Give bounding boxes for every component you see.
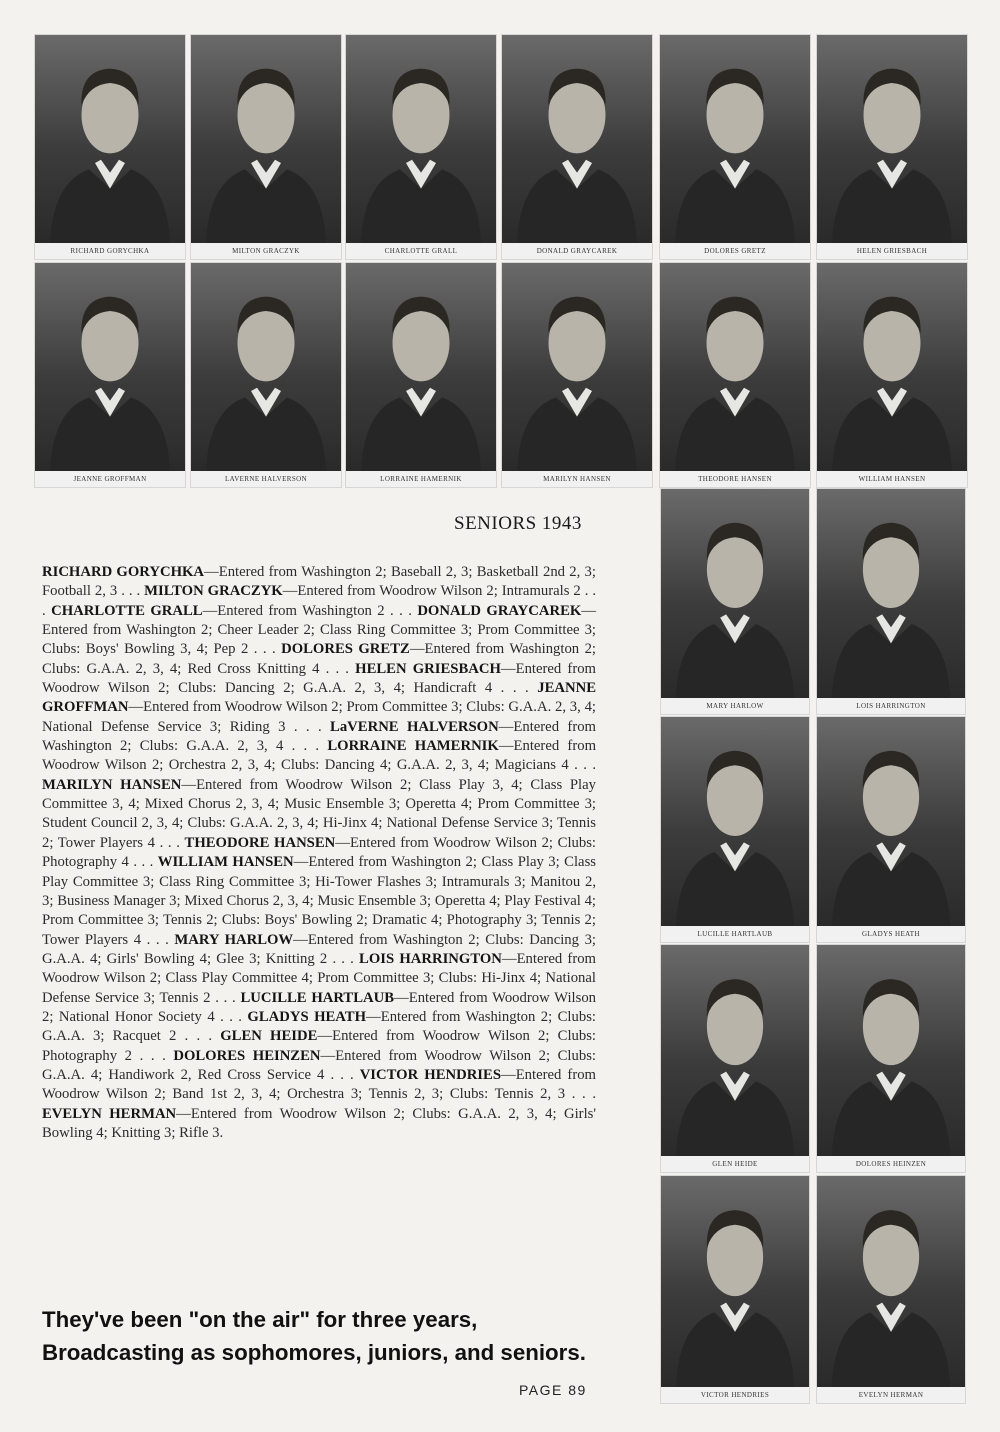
senior-activities: —Entered from Woodrow Wilson 2; Clubs: Dancing 2; G.A.A. 2, 3, 4; Handicraft 4 . . . — [42, 660, 596, 697]
tagline-line-1: They've been "on the air" for three years, — [42, 1307, 478, 1332]
portrait-caption: DONALD GRAYCAREK — [502, 243, 652, 259]
portrait-photo — [817, 945, 965, 1156]
portrait-mary-harlow — [660, 488, 810, 715]
senior-name: WILLIAM HANSEN — [157, 854, 294, 871]
senior-name: LOIS HARRINGTON — [359, 950, 502, 967]
senior-name: GLEN HEIDE — [220, 1028, 318, 1045]
senior-name: RICHARD GORYCHKA — [42, 564, 205, 580]
portrait-gladys-heath — [816, 716, 966, 943]
page-number: PAGE 89 — [519, 1382, 587, 1398]
portrait-photo — [35, 35, 185, 243]
portrait-lois-harrington — [816, 488, 966, 715]
senior-activities: —Entered from Washington 2; Clubs: G.A.A. 3; Racquet 2 . . . — [42, 1008, 596, 1045]
senior-bio-text — [42, 563, 596, 1143]
portrait-photo — [191, 35, 341, 243]
portrait-caption: GLEN HEIDE — [661, 1156, 809, 1172]
portrait-caption: LAVERNE HALVERSON — [191, 471, 341, 487]
portrait-jeanne-groffman — [34, 262, 186, 488]
portrait-photo — [660, 35, 810, 243]
portrait-photo — [817, 263, 967, 471]
senior-activities: —Entered from Woodrow Wilson 2; Band 1st 2, 3, 4; Orchestra 3; Tennis 2, 3; Clubs: Tennis 2, 3 . . . — [42, 1066, 596, 1103]
portrait-dolores-gretz — [659, 34, 811, 260]
senior-activities: —Entered from Woodrow Wilson 2; Class Play Committee 4; Prom Committee 3; Clubs: Hi-Jinx 4; National Defense Service 3; Tennis 2 . . . — [42, 950, 596, 1006]
portrait-dolores-heinzen — [816, 944, 966, 1173]
portrait-charlotte-grall — [345, 34, 497, 260]
portrait-caption: CHARLOTTE GRALL — [346, 243, 496, 259]
portrait-photo — [661, 1176, 809, 1387]
portrait-marilyn-hansen — [501, 262, 653, 488]
senior-activities: —Entered from Washington 2; Clubs: G.A.A. 2, 3, 4; Red Cross Knitting 4 . . . — [42, 641, 597, 677]
portrait-photo — [660, 263, 810, 471]
senior-name: MARY HARLOW — [174, 931, 294, 948]
portrait-caption: RICHARD GORYCHKA — [35, 243, 185, 259]
senior-name: THEODORE HANSEN — [184, 834, 336, 851]
portrait-photo — [817, 1176, 965, 1387]
portrait-photo — [346, 263, 496, 471]
senior-name: LORRAINE HAMERNIK — [327, 738, 499, 755]
senior-name: LUCILLE HARTLAUB — [240, 989, 395, 1006]
portrait-donald-graycarek — [501, 34, 653, 260]
senior-activities: —Entered from Woodrow Wilson 2; Clubs: G.A.A. 4; Handiwork 2, Red Cross Service 4 . . . — [42, 1047, 596, 1083]
senior-name: HELEN GRIESBACH — [355, 660, 501, 677]
portrait-caption: EVELYN HERMAN — [817, 1387, 965, 1403]
tagline — [42, 1303, 632, 1369]
senior-name: DOLORES HEINZEN — [173, 1047, 321, 1064]
senior-name: MILTON GRACZYK — [144, 583, 283, 600]
portrait-caption: LORRAINE HAMERNIK — [346, 471, 496, 487]
senior-name: LaVERNE HALVERSON — [330, 718, 499, 735]
portrait-caption: DOLORES GRETZ — [660, 243, 810, 259]
senior-name: DONALD GRAYCAREK — [417, 602, 582, 619]
portrait-photo — [817, 717, 965, 926]
portrait-caption: LUCILLE HARTLAUB — [661, 926, 809, 942]
tagline-line-2: Broadcasting as sophomores, juniors, and seniors. — [42, 1340, 586, 1365]
senior-name: VICTOR HENDRIES — [359, 1066, 501, 1083]
senior-activities: —Entered from Washington 2; Baseball 2, 3; Basketball 2nd 2, 3; Football 2, 3 . . . — [42, 564, 596, 600]
senior-name: EVELYN HERMAN — [42, 1105, 177, 1122]
portrait-william-hansen — [816, 262, 968, 488]
portrait-photo — [35, 263, 185, 471]
senior-activities: —Entered from Woodrow Wilson 2; National Honor Society 4 . . . — [42, 989, 597, 1025]
senior-name: DOLORES GRETZ — [281, 641, 410, 658]
senior-activities: —Entered from Woodrow Wilson 2; Orchestra 2, 3, 4; Clubs: Dancing 4; G.A.A. 2, 3, 4; Magicians 4 . . . — [42, 738, 596, 774]
portrait-caption: MARILYN HANSEN — [502, 471, 652, 487]
senior-name: CHARLOTTE GRALL — [51, 602, 203, 619]
senior-activities: —Entered from Woodrow Wilson 2; Intramurals 2 . . . — [42, 583, 596, 619]
portrait-helen-griesbach — [816, 34, 968, 260]
portrait-caption: GLADYS HEATH — [817, 926, 965, 942]
portrait-lorraine-hamernik — [345, 262, 497, 488]
portrait-victor-hendries — [660, 1175, 810, 1404]
senior-name: MARILYN HANSEN — [42, 776, 182, 793]
senior-activities: —Entered from Washington 2; Clubs: G.A.A. 2, 3, 4 . . . — [42, 718, 596, 755]
portrait-caption: HELEN GRIESBACH — [817, 243, 967, 259]
senior-activities: —Entered from Washington 2 . . . — [202, 602, 412, 619]
senior-activities: —Entered from Washington 2; Clubs: Dancing 3; G.A.A. 4; Girls' Bowling 4; Glee 3; Knitting 2 . . . — [42, 931, 596, 967]
portrait-lucille-hartlaub — [660, 716, 810, 943]
portrait-photo — [661, 945, 809, 1156]
portrait-photo — [502, 35, 652, 243]
portrait-caption: WILLIAM HANSEN — [817, 471, 967, 487]
senior-activities: —Entered from Woodrow Wilson 2; Prom Committee 3; Clubs: G.A.A. 2, 3, 4; National Defense Service 3; Riding 3 . . . — [42, 699, 596, 735]
portrait-photo — [346, 35, 496, 243]
section-title: SENIORS 1943 — [454, 513, 582, 534]
portrait-theodore-hansen — [659, 262, 811, 488]
senior-activities: —Entered from Washington 2; Class Play 3; Class Play Committee 3; Class Ring Committee 3; Hi-Tower Flashes 3; Intramurals 3; Manitou 2, 3; Business Manager 3; Mixed Chorus 2, 3, 4; Music Ensemble 3; Operetta 4; Play Festival 4; Prom Committee 3; Tennis 2; Clubs: Boys' Bowling 2; Dramatic 4; Photography 3; Tennis 2; Tower Players 4 . . . — [42, 854, 596, 948]
senior-name: JEANNE GROFFMAN — [42, 680, 597, 716]
portrait-photo — [817, 489, 965, 698]
senior-activities: —Entered from Woodrow Wilson 2; Clubs: G.A.A. 2, 3, 4; Girls' Bowling 4; Knitting 3; Rifle 3. — [42, 1105, 597, 1141]
senior-activities: —Entered from Woodrow Wilson 2; Clubs: Photography 2 . . . — [42, 1028, 597, 1064]
portrait-caption: THEODORE HANSEN — [660, 471, 810, 487]
portrait-photo — [661, 717, 809, 926]
senior-activities: —Entered from Woodrow Wilson 2; Class Play 3, 4; Class Play Committee 3, 4; Mixed Chorus 2, 3, 4; Music Ensemble 3; Operetta 4; Prom Committee 3; Student Council 2, 3, 4; Clubs: G.A.A. 2, 3, 4; Hi-Jinx 4; National Defense Service 3; Tennis 2; Tower Players 4 . . . — [42, 776, 596, 851]
portrait-caption: VICTOR HENDRIES — [661, 1387, 809, 1403]
portrait-glen-heide — [660, 944, 810, 1173]
portrait-photo — [661, 489, 809, 698]
portrait-milton-graczyk — [190, 34, 342, 260]
portrait-caption: MARY HARLOW — [661, 698, 809, 714]
senior-activities: —Entered from Washington 2; Cheer Leader 2; Class Ring Committee 3; Prom Committee 3; Clubs: Boys' Bowling 3, 4; Pep 2 . . . — [42, 602, 597, 658]
portrait-caption: MILTON GRACZYK — [191, 243, 341, 259]
portrait-photo — [817, 35, 967, 243]
portrait-photo — [191, 263, 341, 471]
portrait-caption: LOIS HARRINGTON — [817, 698, 965, 714]
portrait-caption: JEANNE GROFFMAN — [35, 471, 185, 487]
portrait-richard-gorychka — [34, 34, 186, 260]
portrait-laverne-halverson — [190, 262, 342, 488]
senior-name: GLADYS HEATH — [247, 1008, 367, 1025]
portrait-caption: DOLORES HEINZEN — [817, 1156, 965, 1172]
portrait-photo — [502, 263, 652, 471]
portrait-evelyn-herman — [816, 1175, 966, 1404]
senior-activities: —Entered from Woodrow Wilson 2; Clubs: Photography 4 . . . — [42, 834, 597, 871]
